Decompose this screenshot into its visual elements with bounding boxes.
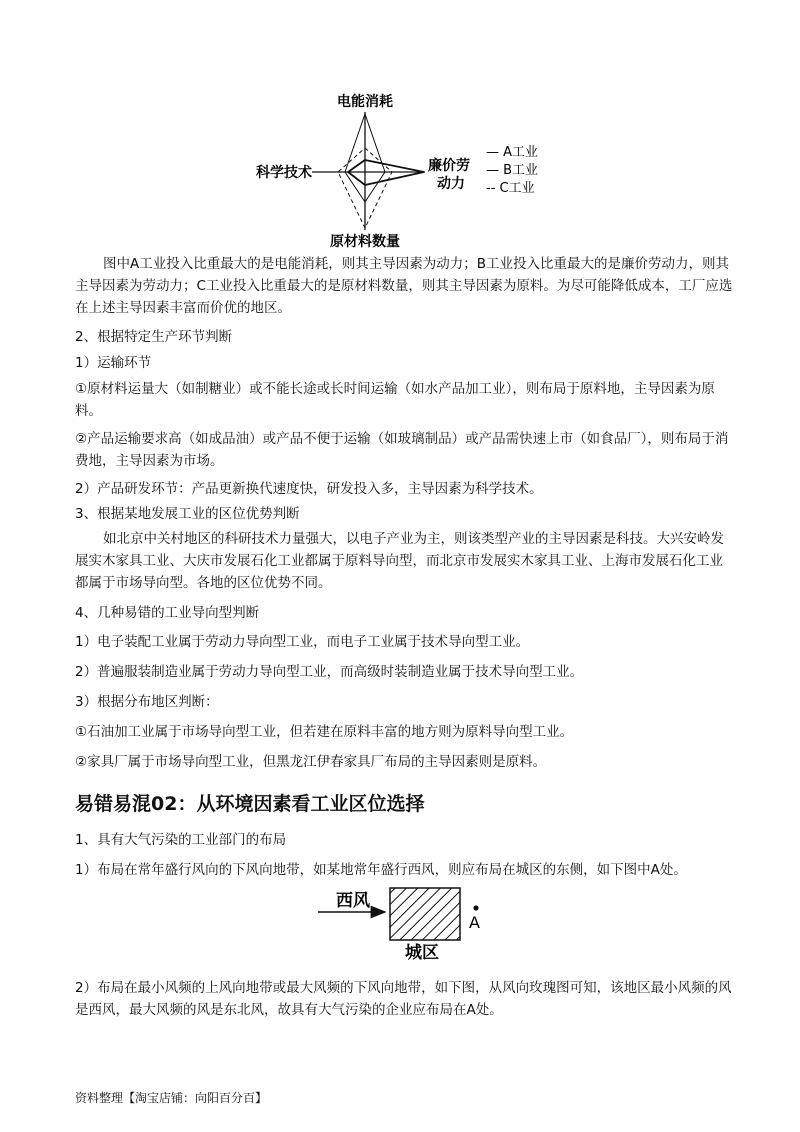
- paragraph-4-2: 2）普遍服装制造业属于劳动力导向型工业，而高级时装制造业属于技术导向型工业。: [75, 664, 584, 680]
- city-area: [390, 888, 460, 940]
- paragraph-4-1: 1）电子装配工业属于劳动力导向型工业，而电子工业属于技术导向型工业。: [75, 634, 530, 650]
- paragraph-2-2: 2）产品研发环节：产品更新换代速度快，研发投入多，主导因素为科学技术。: [75, 481, 543, 497]
- paragraph-4-3: 3）根据分布地区判断：: [75, 694, 219, 710]
- paragraph-radar-explanation: 图中A工业投入比重最大的是电能消耗，则其主导因素为动力；B工业投入比重最大的是廉价劳动力，则其主导因素为劳动力；C工业投入比重最大的是原材料数量，则其主导因素为原料。为尽可能降低成本，工厂应选在上述主导因素丰富而价优的地区。: [75, 256, 733, 316]
- wind-label: 西风: [336, 891, 370, 911]
- section-title: 易错易混02：从环境因素看工业区位选择: [75, 793, 425, 815]
- radar-label-top: 电能消耗: [337, 94, 393, 110]
- radar-label-bottom: 原材料数量: [330, 234, 400, 250]
- radar-label-right-2: 动力: [437, 176, 465, 192]
- point-a-marker: [473, 905, 478, 910]
- paragraph-4-3a: ①石油加工业属于市场导向型工业，但若建在原料丰富的地方则为原料导向型工业。: [75, 724, 574, 740]
- paragraph-3: 如北京中关村地区的科研技术力量强大，以电子产业为主，则该类型产业的主导因素是科技。大兴安岭发展实木家具工业、大庆市发展石化工业都属于原料导向型，而北京市发展实木家具工业、上海市发展石化工业都属于市场导向型。各地的区位优势不同。: [75, 531, 724, 591]
- paragraph-4-3b: ②家具厂属于市场导向型工业，但黑龙江伊春家具厂布局的主导因素则是原料。: [75, 754, 547, 770]
- heading-3: 3、根据某地发展工业的区位优势判断: [75, 506, 300, 522]
- heading-2-1: 1）运输环节: [75, 355, 152, 371]
- legend-c: -- C工业: [486, 181, 535, 196]
- section2-heading-1: 1、具有大气污染的工业部门的布局: [75, 832, 287, 848]
- wind-city-figure: [310, 882, 510, 964]
- radar-label-right-1: 廉价劳: [428, 158, 470, 174]
- radar-figure: [240, 90, 580, 250]
- legend-b: — B工业: [486, 163, 539, 178]
- section2-paragraph-1: 1）布局在常年盛行风向的下风向地带，如某地常年盛行西风，则应布局在城区的东侧，如下图中A处。: [75, 862, 687, 878]
- city-label: 城区: [405, 943, 439, 963]
- radar-label-left: 科学技术: [256, 165, 312, 181]
- point-a-label: A: [469, 913, 480, 932]
- footer-source: 资料整理【淘宝店铺：向阳百分百】: [75, 1091, 268, 1105]
- paragraph-2-1b: ②产品运输要求高（如成品油）或产品不便于运输（如玻璃制品）或产品需快速上市（如食品厂），则布局于消费地，主导因素为市场。: [75, 431, 729, 469]
- section2-paragraph-2: 2）布局在最小风频的上风向地带或最大风频的下风向地带，如下图，从风向玫瑰图可知，该地区最小风频的风是西风，最大风频的风是东北风，故具有大气污染的企业应布局在A处。: [75, 980, 732, 1018]
- paragraph-2-1a: ①原材料运量大（如制糖业）或不能长途或长时间运输（如水产品加工业），则布局于原料地，主导因素为原料。: [75, 381, 715, 419]
- heading-2: 2、根据特定生产环节判断: [75, 329, 233, 345]
- legend-a: — A工业: [486, 145, 539, 160]
- heading-4: 4、几种易错的工业导向型判断: [75, 605, 260, 621]
